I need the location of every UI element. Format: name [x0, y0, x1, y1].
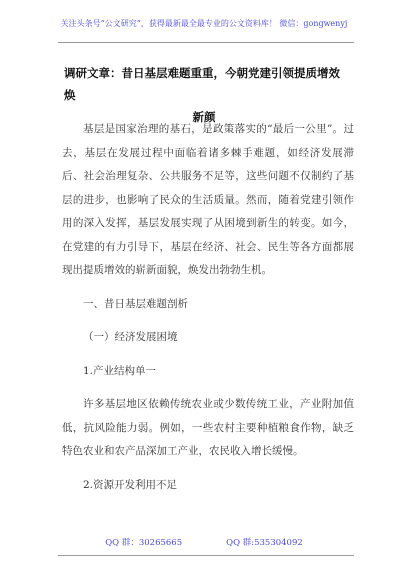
spacer [62, 383, 354, 393]
spacer [62, 350, 354, 360]
item-heading-2: 2.资源开发利用不足 [83, 478, 178, 491]
section-heading-1: 一、昔日基层难题剖析 [83, 297, 188, 310]
header-divider [58, 42, 354, 43]
page-footer [0, 536, 408, 548]
page-header-promo: 关注头条号“公文研究”，获得最新最全最专业的公文资料库！ 微信：gongwenyj [60, 19, 348, 28]
document-body [62, 118, 354, 497]
item-heading-1: 1.产业结构单一 [83, 364, 157, 377]
title-line-1: 调研文章：昔日基层难题重重，今朝党建引领提质增效焕 [64, 66, 340, 102]
spacer [62, 283, 354, 293]
item-paragraph-1: 许多基层地区依赖传统农业或少数传统工业，产业附加值低，抗风险能力弱。例如，一些农村主要种植粮食作物，缺乏特色农业和农产品深加工产业，农民收入增长缓慢。 [62, 398, 354, 457]
spacer [62, 464, 354, 474]
subsection-heading-1: （一）经济发展困境 [83, 331, 178, 343]
footer-qq-group-2: QQ 群:535304092 [226, 538, 303, 548]
spacer [62, 316, 354, 326]
footer-qq-group-1: QQ 群：30265665 [105, 538, 183, 548]
intro-paragraph: 基层是国家治理的基石，是政策落实的“最后一公里”。过去，基层在发展过程中面临着诸多棘手难题，如经济发展滞后、社会治理复杂、公共服务不足等，这些问题不仅制约了基层的进步，也影响了民众的生活质量。然而，随着党建引领作用的深入发挥，基层发展实现了从困境到新生的转变。如今，在党建的有力引导下，基层在经济、社会、民生等各方面都展现出提质增效的崭新面貌，焕发出勃勃生机。 [62, 123, 354, 276]
footer-divider [58, 555, 354, 556]
title-line-2: 新颜 [192, 110, 216, 124]
